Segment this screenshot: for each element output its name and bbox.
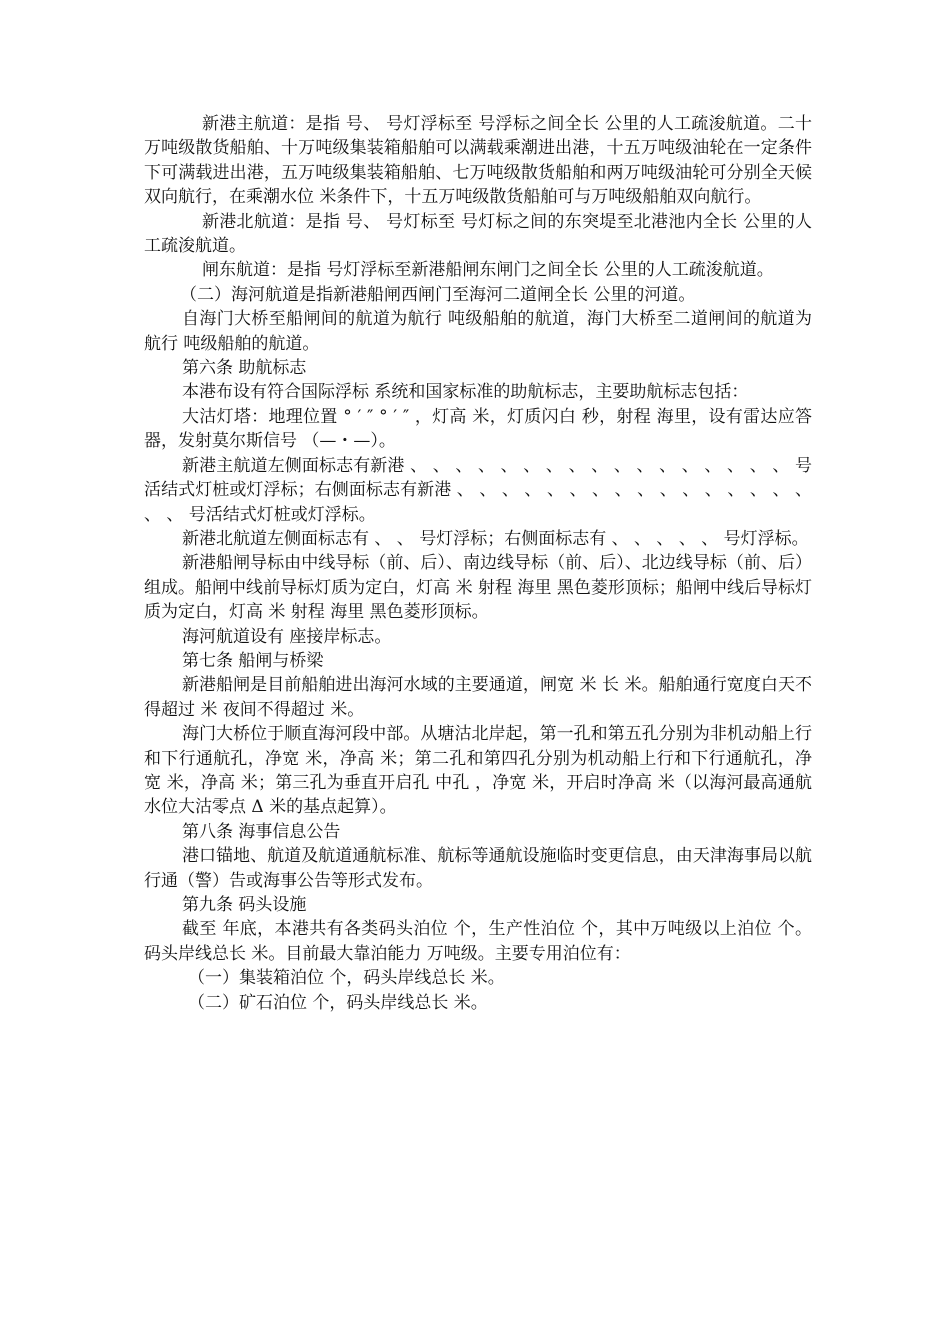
paragraph-lock-east-channel: 闸东航道：是指 号灯浮标至新港船闸东闸门之间全长 公里的人工疏浚航道。	[202, 260, 774, 281]
paragraph-haihe-channel: （二）海河航道是指新港船闸西闸门至海河二道闸全长 公里的河道。	[180, 284, 696, 305]
paragraph-main-channel: 新港主航道：是指 号、 号灯浮标至 号浮标之间全长 公里的人工疏浚航道。二十万吨级散货船舶、十万吨级集装箱船舶可以满载乘潮进出港，十五万吨级油轮在一定条件下可满载进出港，五万吨级集装箱船舶、七万吨级散货船舶和两万吨级油轮可分别全天候双向航行，在乘潮水位 米条件下，十五万吨级散货船舶可与万吨级船舶双向航行。	[144, 114, 812, 208]
paragraph-navigation-aids: 本港布设有符合国际浮标 系统和国家标准的助航标志，主要助航标志包括：	[182, 382, 749, 403]
article-9-heading: 第九条 码头设施	[182, 895, 307, 915]
document-body	[144, 112, 812, 1015]
paragraph-haihe-shore-marks: 海河航道设有 座接岸标志。	[182, 626, 392, 647]
article-6-heading: 第六条 助航标志	[182, 358, 307, 379]
paragraph-dagu-lighthouse: 大沽灯塔：地理位置 ° ′ ″ ° ′ ″ ，灯高 米，灯质闪白 秒，射程 海里，设有雷达应答器，发射莫尔斯信号 （—・—）。	[144, 406, 812, 452]
paragraph-main-channel-marks: 新港主航道左侧面标志有新港 、 、 、 、 、 、 、 、 、 、 、 、 、 、 、 、 、 号活结式灯桩或灯浮标；右侧面标志有新港 、 、 、 、 、 、 、 、 、 、 、 、 、 、 、 、 、 、 号活结式灯桩或灯浮标。	[144, 455, 812, 525]
paragraph-ore-berths: （二）矿石泊位 个，码头岸线总长 米。	[188, 992, 488, 1013]
paragraph-haimen-bridge: 海门大桥位于顺直海河段中部。从塘沽北岸起，第一孔和第五孔分别为非机动船上行和下行通航孔，净宽 米，净高 米；第二孔和第四孔分别为机动船上行和下行通航孔，净宽 米，净高 米；第三孔为垂直开启孔 中孔 ，净宽 米，开启时净高 米（以海河最高通航水位大沽零点 Δ 米的基点起算）。	[144, 724, 812, 818]
article-8-heading: 第八条 海事信息公告	[182, 821, 341, 842]
paragraph-xingang-lock: 新港船闸是目前船舶进出海河水域的主要通道，闸宽 米 长 米。船舶通行宽度白天不得超过 米 夜间不得超过 米。	[144, 675, 812, 720]
paragraph-haimen-bridge-channel: 自海门大桥至船闸间的航道为航行 吨级船舶的航道，海门大桥至二道闸间的航道为航行 吨级船舶的航道。	[144, 309, 812, 354]
paragraph-maritime-notices: 港口锚地、航道及航道通航标准、航标等通航设施临时变更信息，由天津海事局以航行通（警）告或海事公告等形式发布。	[144, 846, 812, 891]
paragraph-berths-summary: 截至 年底，本港共有各类码头泊位 个，生产性泊位 个，其中万吨级以上泊位 个。码头岸线总长 米。目前最大靠泊能力 万吨级。主要专用泊位有：	[144, 919, 812, 964]
paragraph-lock-leading-marks: 新港船闸导标由中线导标（前、后）、南边线导标（前、后）、北边线导标（前、后）组成。船闸中线前导标灯质为定白，灯高 米 射程 海里 黑色菱形顶标；船闸中线后导标灯质为定白，灯高 米 射程 海里 黑色菱形顶标。	[144, 553, 812, 623]
article-7-heading: 第七条 船闸与桥梁	[182, 650, 324, 671]
paragraph-north-channel: 新港北航道：是指 号、 号灯标至 号灯标之间的东突堤至北港池内全长 公里的人工疏浚航道。	[144, 211, 812, 257]
paragraph-north-channel-marks: 新港北航道左侧面标志有 、 、 号灯浮标；右侧面标志有 、 、 、 、 、 号灯浮标。	[182, 528, 809, 549]
paragraph-container-berths: （一）集装箱泊位 个，码头岸线总长 米。	[188, 968, 505, 989]
